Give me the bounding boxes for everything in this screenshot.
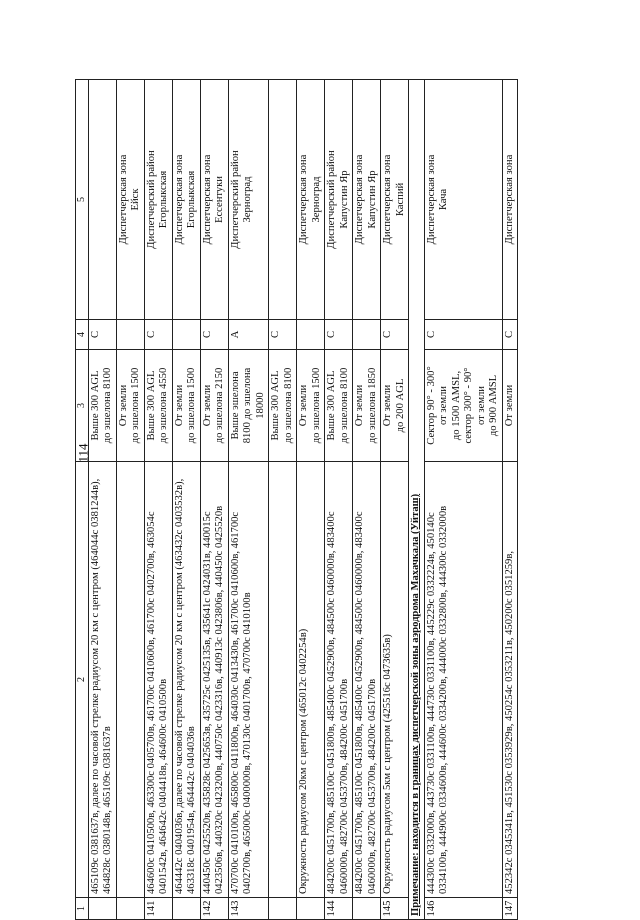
- airspace-class-cell: C: [200, 320, 228, 350]
- header-col-4: 4: [76, 320, 89, 350]
- zone-name-cell: [88, 80, 116, 320]
- row-number-cell: 142: [200, 898, 228, 920]
- coordinates-cell: 452342с 0345341в, 451530с 0353929в, 450254с 0353211в, 450200с 0351259в,: [502, 462, 518, 898]
- coordinates-cell: Окружность радиусом 5км с центром (425516с 0473635в): [381, 462, 409, 898]
- vertical-limits-cell: От земли до 200 AGL: [381, 350, 409, 462]
- zone-name-cell: Диспетчерская зона Ессентуки: [200, 80, 228, 320]
- row-number-cell: 145: [381, 898, 409, 920]
- table-row: [424, 80, 502, 920]
- coordinates-cell: 484200с 0451700в, 485100с 0451800в, 485400с 0452900в, 484500с 0460000в, 483400с 0460000в, 482700с 0453700в, 484200с 0451700в: [353, 462, 381, 898]
- row-number-cell: [297, 898, 325, 920]
- airspace-class-cell: A: [228, 320, 269, 350]
- zone-name-cell: Диспетчерская зона Капустин Яр: [353, 80, 381, 320]
- table-row: [381, 80, 409, 920]
- table-row: [269, 80, 297, 920]
- airspace-class-cell: C: [424, 320, 502, 350]
- vertical-limits-cell: От земли до эшелона 1500: [116, 350, 144, 462]
- coordinates-cell: 444300с 0332000в, 443730с 0331100в, 444730с 0331100в, 445229с 0332224в, 450140с 0334100в, 444900с 0334600в, 444600с 0334200в, 444000с 0332800в, 444300с 0332000в: [424, 462, 502, 898]
- page-number: 114: [75, 443, 91, 463]
- row-number-cell: [269, 898, 297, 920]
- zone-name-cell: Диспетчерская зона: [502, 80, 518, 320]
- airspace-class-cell: [353, 320, 381, 350]
- zone-name-cell: Диспетчерский район Капустин Яр: [325, 80, 353, 320]
- vertical-limits-cell: От земли до эшелона 1500: [172, 350, 200, 462]
- vertical-limits-cell: От земли: [502, 350, 518, 462]
- table-row: [502, 80, 518, 920]
- table-row: [228, 80, 269, 920]
- zone-name-cell: Диспетчерская зона Егорлыкская: [172, 80, 200, 320]
- airspace-class-cell: C: [144, 320, 172, 350]
- vertical-limits-cell: Выше 300 AGL до эшелона 8100: [269, 350, 297, 462]
- row-number-cell: 146: [424, 898, 502, 920]
- coordinates-cell: 464442с 0404036в, далее по часовой стрелке радиусом 20 км с центром (463432с 0403532в), 463318с 0401954в, 464442с 0404036в: [172, 462, 200, 898]
- coordinates-cell: [116, 462, 144, 898]
- row-number-cell: [172, 898, 200, 920]
- airspace-table: [75, 79, 518, 920]
- vertical-limits-cell: Выше 300 AGL до эшелона 8100: [88, 350, 116, 462]
- row-number-cell: 141: [144, 898, 172, 920]
- vertical-limits-cell: Сектор 90° - 300° от земли до 1500 AMSL, сектор 300° - 90° от земли до 900 AMSL: [424, 350, 502, 462]
- airspace-class-cell: C: [381, 320, 409, 350]
- airspace-class-cell: [172, 320, 200, 350]
- coordinates-cell: [269, 462, 297, 898]
- header-col-2: 2: [76, 462, 89, 898]
- coordinates-cell: 470700с 0410100в, 465800с 0411800в, 464030с 0413430в, 461700с 0410600в, 461700с 0402700в, 465000с 0400000в, 470130с 0401700в, 470700с 0410100в: [228, 462, 269, 898]
- vertical-limits-cell: От земли до эшелона 1850: [353, 350, 381, 462]
- coordinates-cell: 464600с 0410500в, 463300с 0405700в, 461700с 0410600в, 461700с 0402700в, 463054с 0401542в, 464642с 0404418в, 464600с 0410500в: [144, 462, 172, 898]
- zone-name-cell: Диспетчерская зона Кача: [424, 80, 502, 320]
- zone-name-cell: Диспетчерский район Зерноград: [228, 80, 269, 320]
- header-col-3: 3: [76, 350, 89, 462]
- airspace-class-cell: C: [269, 320, 297, 350]
- vertical-limits-cell: Выше 300 AGL до эшелона 4550: [144, 350, 172, 462]
- vertical-limits-cell: Выше 300 AGL до эшелона 8100: [325, 350, 353, 462]
- zone-name-cell: Диспетчерская зона Каспий: [381, 80, 409, 320]
- airspace-class-cell: [116, 320, 144, 350]
- header-col-5: 5: [76, 80, 89, 320]
- header-row: [76, 80, 89, 920]
- vertical-limits-cell: Выше эшелона 8100 до эшелона 18000: [228, 350, 269, 462]
- row-number-cell: [353, 898, 381, 920]
- table-row: [172, 80, 200, 920]
- airspace-class-cell: [297, 320, 325, 350]
- row-number-cell: 147: [502, 898, 518, 920]
- coordinates-cell: 484200с 0451700в, 485100с 0451800в, 485400с 0452900в, 484500с 0460000в, 483400с 0460000в, 482700с 0453700в, 484200с 0451700в: [325, 462, 353, 898]
- zone-name-cell: Диспетчерская зона Зерноград: [297, 80, 325, 320]
- table-row: [297, 80, 325, 920]
- row-number-cell: [88, 898, 116, 920]
- row-number-cell: 144: [325, 898, 353, 920]
- row-number-cell: 143: [228, 898, 269, 920]
- vertical-limits-cell: От земли до эшелона 2150: [200, 350, 228, 462]
- airspace-class-cell: C: [502, 320, 518, 350]
- vertical-limits-cell: От земли до эшелона 1500: [297, 350, 325, 462]
- zone-name-cell: [269, 80, 297, 320]
- row-number-cell: [116, 898, 144, 920]
- table-body: [88, 80, 518, 920]
- table-row: [325, 80, 353, 920]
- table-row: [200, 80, 228, 920]
- coordinates-cell: Окружность радиусом 20км с центром (465012с 0402254в): [297, 462, 325, 898]
- coordinates-cell: 465109с 0381637в, далее по часовой стрелке радиусом 20 км с центром (464044с 0381244в), 464828с 0380148в, 465109с 0381637в: [88, 462, 116, 898]
- airspace-class-cell: C: [325, 320, 353, 350]
- header-col-1: 1: [76, 898, 89, 920]
- airspace-class-cell: C: [88, 320, 116, 350]
- table-row: [144, 80, 172, 920]
- coordinates-cell: 440450с 0425520в, 435828с 0425653в, 435725с 0425135в, 435641с 0424031в, 440015с 0423506в, 440320с 0423200в, 440750с 0423316в, 440913с 0423806в, 440450с 0425520в: [200, 462, 228, 898]
- rotated-table-container: [75, 80, 545, 920]
- zone-name-cell: Диспетчерская зона Ейск: [116, 80, 144, 320]
- note-row: [409, 80, 425, 920]
- table-row: [88, 80, 116, 920]
- table-row: [353, 80, 381, 920]
- table-row: [116, 80, 144, 920]
- zone-name-cell: Диспетчерский район Егорлыкская: [144, 80, 172, 320]
- note-cell: Примечание: находится в границах диспетчерской зоны аэродрома Махачкала (Уйташ): [409, 80, 425, 920]
